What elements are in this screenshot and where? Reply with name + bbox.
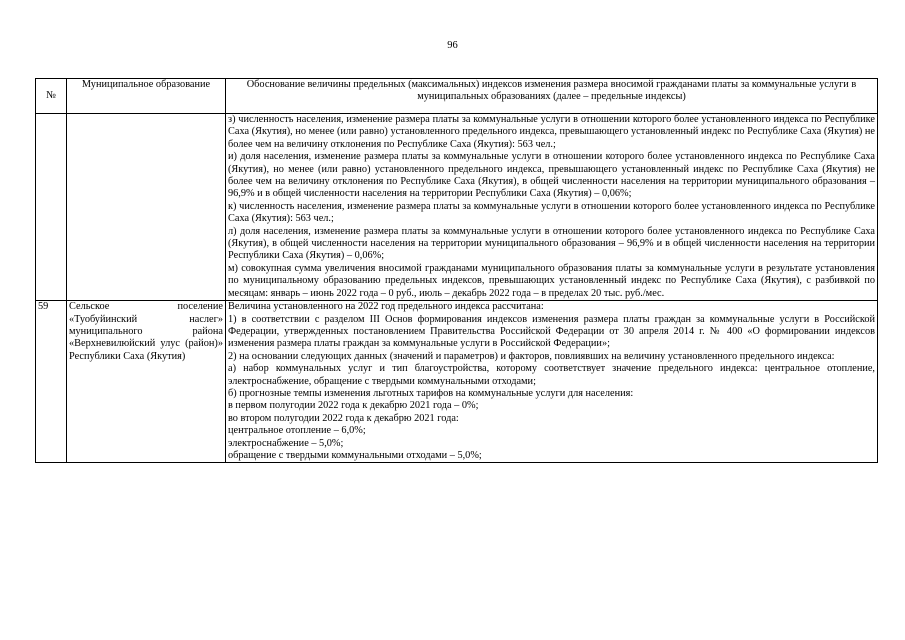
- paragraph: к) численность населения, изменение размера платы за коммунальные услуги в отношении которого более установленного индекса по Республике Саха (Якутия): 563 чел.;: [228, 200, 875, 225]
- paragraph: 1) в соответствии с разделом III Основ формирования индексов изменения размера платы граждан за коммунальные услуги в Российской Федерации, утвержденных постановлением Правительства Российской Федерации от 30 апреля 2014 г. № 400 «О формировании индексов изменения размера платы граждан за коммунальные услуги в Российской Федерации»;: [228, 313, 875, 350]
- header-municipality: Муниципальное образование: [67, 79, 226, 114]
- paragraph: л) доля населения, изменение размера платы за коммунальные услуги в отношении которого более установленного индекса по Республике Саха (Якутия), в общей численности населения на территории муниципального образования – 96,9% и в общей численности населения на территории Республики Саха (Якутия) – 0,06%;: [228, 225, 875, 262]
- paragraph: м) совокупная сумма увеличения вносимой гражданами муниципального образования платы за коммунальные услуги в результате установления по муниципальному образованию предельных индексов, превышающих установленный индекс по Республике Саха (Якутия), с разбивкой по месяцам: январь – июнь 2022 года – 0 руб., июль – декабрь 2022 года – в пределах 20 тыс. руб./мес.: [228, 262, 875, 299]
- paragraph: обращение с твердыми коммунальными отходами – 5,0%;: [228, 449, 482, 461]
- table-header-row: [36, 79, 878, 114]
- paragraph: и) доля населения, изменение размера платы за коммунальные услуги в отношении которого более установленного индекса по Республике Саха (Якутия), но менее (или равно) установленного предельного индекса, превышающего установленный индекс по Республике Саха (Якутия) не более чем на величину отклонения по Республике Саха (Якутия), в общей численности населения на территории муниципального образования – 96,9% и в общей численности населения на территории Республики Саха (Якутия) – 0,06%;: [228, 151, 875, 200]
- table-row: [36, 114, 878, 301]
- paragraph: во втором полугодии 2022 года к декабрю 2021 года:: [228, 412, 459, 424]
- paragraph: з) численность населения, изменение размера платы за коммунальные услуги в отношении которого более установленного индекса по Республике Саха (Якутия), но менее (или равно) установленного предельного индекса, превышающего установленный индекс по Республике Саха (Якутия) не более чем на величину отклонения по Республике Саха (Якутия): 563 чел.;: [228, 114, 875, 150]
- justification-table: [35, 78, 878, 463]
- paragraph: а) набор коммунальных услуг и тип благоустройства, которому соответствует значение предельного индекса: центральное отопление, электроснабжение, обращение с твердыми коммунальными отходами;: [228, 363, 875, 387]
- municipality-name: Сельское поселение «Туобуйинский наслег» муниципального района «Верхневилюйский улус (район)» Республики Саха (Якутия): [69, 301, 223, 362]
- row-number: [36, 114, 67, 301]
- row-number: 59: [36, 301, 67, 463]
- row-municipality: [67, 301, 226, 463]
- header-number: №: [36, 79, 67, 114]
- paragraph: центральное отопление – 6,0%;: [228, 425, 366, 437]
- paragraph: электроснабжение – 5,0%;: [228, 437, 344, 449]
- row-municipality: [67, 114, 226, 301]
- paragraph: в первом полугодии 2022 года к декабрю 2021 года – 0%;: [228, 400, 479, 412]
- paragraph: Величина установленного на 2022 год предельного индекса рассчитана:: [228, 301, 544, 313]
- row-justification: [226, 114, 878, 301]
- header-justification: Обоснование величины предельных (максимальных) индексов изменения размера вносимой гражданами платы за коммунальные услуги в муниципальных образованиях (далее – предельные индексы): [226, 79, 878, 114]
- paragraph: 2) на основании следующих данных (значений и параметров) и факторов, повлиявших на величину установленного предельного индекса:: [228, 350, 835, 362]
- page-number: 96: [447, 40, 458, 51]
- table-row: [36, 301, 878, 463]
- paragraph: б) прогнозные темпы изменения льготных тарифов на коммунальные услуги для населения:: [228, 387, 634, 399]
- row-justification: [226, 301, 878, 463]
